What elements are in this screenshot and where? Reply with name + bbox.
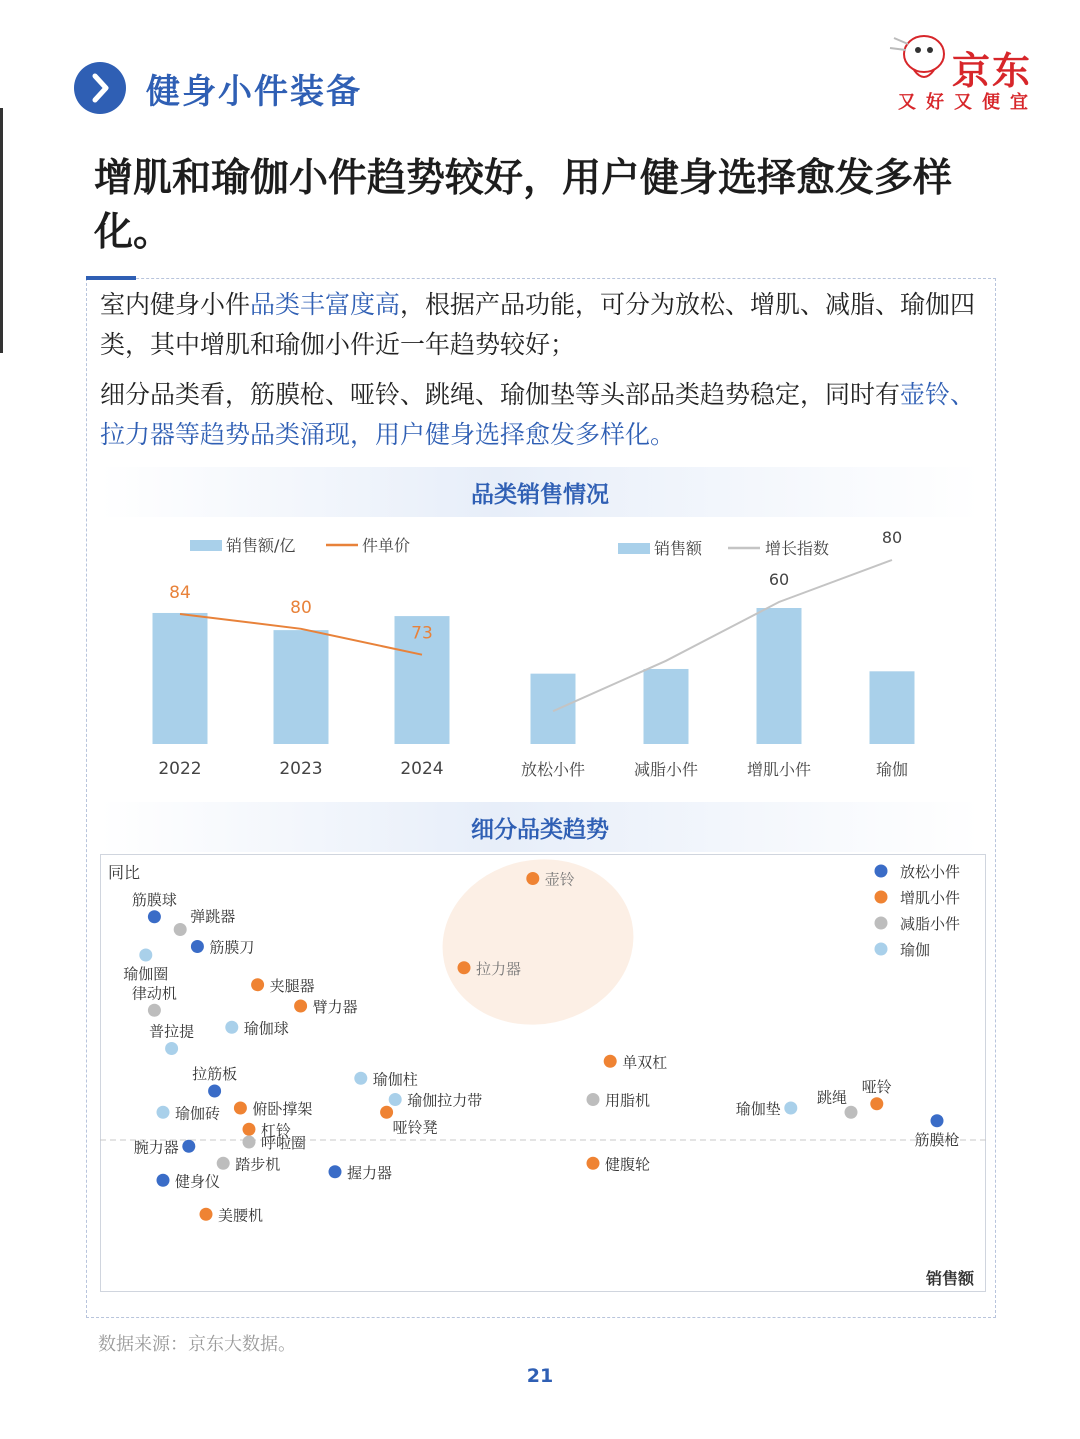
legend-label: 增肌小件	[900, 889, 961, 907]
scatter-point	[165, 1042, 178, 1055]
scatter-point-label: 健身仪	[175, 1172, 221, 1191]
y-axis-label: 同比	[108, 863, 141, 882]
scatter-point	[200, 1208, 213, 1221]
scatter-point	[587, 1157, 600, 1170]
scatter-point	[182, 1140, 195, 1153]
tick-label: 2022	[158, 759, 202, 779]
intro-paragraph-2	[100, 375, 990, 455]
scatter-point	[243, 1136, 256, 1149]
scatter-point-label: 握力器	[347, 1163, 393, 1182]
headline: 增肌和瑜伽小件趋势较好，用户健身选择愈发多样化。	[94, 156, 953, 255]
data-label-price: 73	[411, 623, 433, 644]
scatter-point-label: 瑜伽拉力带	[407, 1091, 483, 1110]
scatter-point	[157, 1106, 170, 1119]
bar-sales	[644, 669, 689, 744]
scatter-point	[870, 1097, 883, 1110]
scatter-point	[243, 1123, 256, 1136]
scatter-point-label: 用脂机	[605, 1091, 651, 1110]
legend-label-sales: 销售额/亿	[226, 536, 296, 555]
scatter-point	[174, 923, 187, 936]
intro-paragraph-1	[100, 285, 990, 365]
scatter-point	[526, 872, 539, 885]
scatter-point-label: 普拉提	[149, 1022, 195, 1041]
tick-label: 2023	[279, 759, 323, 779]
tick-label: 瑜伽	[875, 760, 909, 779]
legend-label-sales: 销售额	[654, 539, 703, 558]
legend-marker	[875, 865, 888, 878]
tick-label: 放松小件	[520, 760, 586, 779]
scatter-point-label: 拉筋板	[192, 1065, 238, 1083]
scatter-point-label: 臂力器	[312, 998, 358, 1016]
scatter-point-label: 健腹轮	[605, 1155, 651, 1174]
scatter-point-label: 筋膜刀	[209, 938, 255, 957]
scatter-point-label: 拉力器	[476, 959, 522, 978]
scatter-point	[225, 1021, 238, 1034]
scatter-point-label: 夹腿器	[269, 976, 315, 995]
bar-sales	[531, 674, 576, 744]
intro-p1-highlight: 品类丰富度高	[250, 290, 401, 319]
legend-marker	[875, 891, 888, 904]
scatter-point-label: 律动机	[131, 984, 177, 1003]
scatter-point	[931, 1114, 944, 1127]
intro-p1-text: 室内健身小件	[100, 290, 251, 319]
scatter-point-label: 瑜伽圈	[123, 965, 169, 983]
scatter-point	[208, 1085, 221, 1098]
intro-text	[100, 285, 990, 465]
data-source: 数据来源：京东大数据。	[98, 1334, 296, 1355]
section-band-trend	[100, 802, 980, 852]
jd-logo	[884, 30, 1054, 114]
data-label-growth: 80	[881, 528, 903, 547]
tick-label: 2024	[400, 759, 444, 779]
scatter-point-label: 瑜伽柱	[372, 1070, 418, 1089]
legend-label-price: 件单价	[362, 536, 411, 555]
scatter-point	[217, 1157, 230, 1170]
logo-text: 京东	[952, 49, 1033, 93]
tick-label: 减脂小件	[633, 760, 699, 779]
scatter-point-label: 瑜伽球	[243, 1019, 289, 1038]
scatter-point-label: 杠铃	[261, 1121, 292, 1140]
section2-title: 细分品类趋势	[471, 817, 609, 843]
scatter-point	[458, 961, 471, 974]
scatter-point	[139, 949, 152, 962]
scatter-point-label: 跳绳	[816, 1088, 847, 1107]
scatter-point-label: 弹跳器	[190, 907, 236, 926]
bar-sales	[274, 630, 329, 744]
logo-slogan: 又好又便宜	[898, 92, 1038, 113]
scatter-point-label: 腕力器	[133, 1138, 179, 1157]
bar-sales	[153, 613, 208, 744]
panel-accent	[86, 276, 136, 280]
x-axis-label: 销售额	[925, 1269, 974, 1288]
intro-p2-highlight: 壶铃、拉力器等趋势品类涌现，用户健身选择愈发多样化。	[100, 380, 976, 449]
sales-by-category-chart	[500, 525, 980, 785]
scatter-point	[148, 910, 161, 923]
scatter-point	[389, 1093, 402, 1106]
sales-by-year-chart	[100, 525, 540, 785]
legend-label: 减脂小件	[900, 915, 961, 933]
scatter-point	[380, 1106, 393, 1119]
section-band-sales	[100, 467, 980, 517]
data-label-growth: 60	[768, 570, 790, 589]
scatter-point-label: 壶铃	[544, 870, 575, 889]
scatter-point	[604, 1055, 617, 1068]
scatter-point-label: 瑜伽砖	[175, 1104, 221, 1123]
data-label-price: 84	[169, 583, 191, 603]
scatter-point-label: 呼啦圈	[261, 1134, 307, 1152]
scatter-point-label: 美腰机	[218, 1206, 264, 1225]
scatter-point	[587, 1093, 600, 1106]
legend-swatch-sales	[618, 543, 650, 554]
scatter-point	[784, 1102, 797, 1115]
legend-swatch-sales	[190, 540, 222, 551]
scatter-point	[354, 1072, 367, 1085]
jd-dog-icon	[884, 30, 954, 86]
scatter-point	[234, 1102, 247, 1115]
legend-marker	[875, 917, 888, 930]
page-number: 21	[526, 1365, 554, 1387]
scatter-point-label: 踏步机	[235, 1155, 281, 1174]
scatter-point-label: 俯卧撑架	[252, 1100, 313, 1118]
legend-marker	[875, 943, 888, 956]
scatter-point	[191, 940, 204, 953]
section-chevron-icon	[74, 62, 126, 114]
legend-label: 瑜伽	[900, 941, 931, 959]
legend-label-growth: 增长指数	[765, 539, 830, 558]
bar-sales	[870, 671, 915, 744]
scatter-point-label: 瑜伽垫	[735, 1100, 781, 1118]
section1-title: 品类销售情况	[471, 482, 609, 508]
scatter-point-label: 筋膜球	[131, 890, 177, 909]
line-growth-index	[553, 560, 892, 711]
scatter-point-label: 单双杠	[622, 1053, 668, 1072]
left-edge-bar	[0, 108, 3, 353]
scatter-point-label: 筋膜枪	[914, 1130, 960, 1149]
intro-p1-rest: ，根据产品功能，可分为放松、增肌、减脂、瑜伽四类，其中增肌和瑜伽小件近一年趋势较好；	[100, 290, 976, 359]
scatter-point	[157, 1174, 170, 1187]
scatter-point-label: 哑铃	[861, 1077, 892, 1096]
scatter-point	[148, 1004, 161, 1017]
tick-label: 增肌小件	[746, 760, 812, 779]
scatter-point	[845, 1106, 858, 1119]
scatter-point-label: 哑铃凳	[392, 1118, 438, 1137]
scatter-point	[251, 978, 264, 991]
intro-p2-text: 细分品类看，筋膜枪、哑铃、跳绳、瑜伽垫等头部品类趋势稳定，同时有	[100, 380, 901, 409]
subcategory-trend-scatter	[100, 854, 986, 1292]
scatter-point	[329, 1165, 342, 1178]
section-title: 健身小件装备	[146, 72, 362, 112]
bar-sales	[757, 608, 802, 744]
legend-label: 放松小件	[900, 863, 961, 881]
scatter-point	[294, 1000, 307, 1013]
data-label-price: 80	[290, 597, 312, 618]
